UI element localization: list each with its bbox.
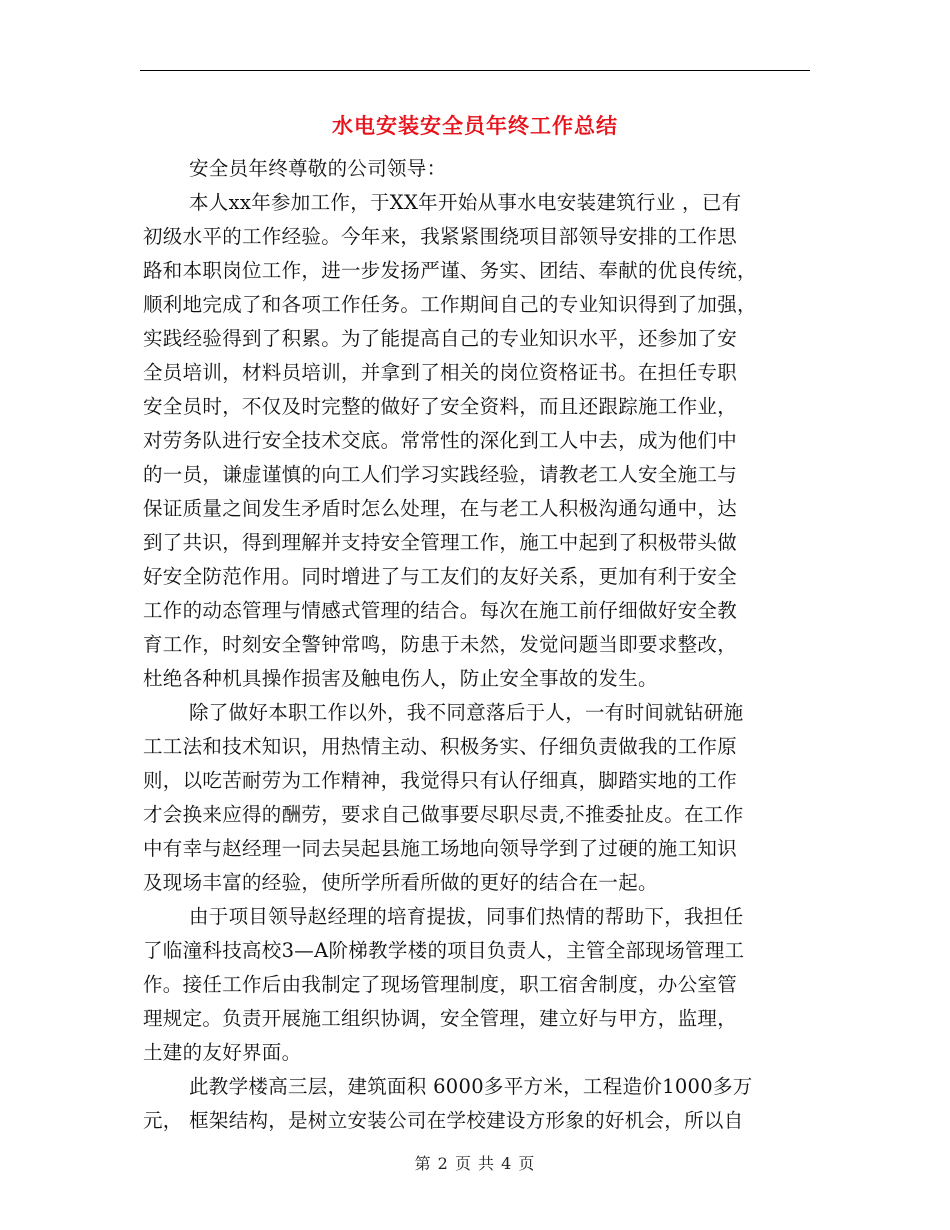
paragraph-line: 安全员时，不仅及时完整的做好了安全资料，而且还跟踪施工作业， — [143, 395, 738, 418]
paragraph-line: 除了做好本职工作以外，我不同意落后于人，一有时间就钻研施 — [189, 701, 744, 724]
paragraph-line: 理规定。负责开展施工组织协调，安全管理，建立好与甲方，监理， — [143, 1007, 738, 1030]
paragraph-line: 初级水平的工作经验。今年来，我紧紧围绕项目部领导安排的工作思 — [143, 225, 738, 248]
document-body — [143, 152, 813, 1138]
paragraph-line: 杜绝各种机具操作损害及触电伤人，防止安全事故的发生。 — [143, 667, 658, 690]
paragraph-line: 保证质量之间发生矛盾时怎么处理，在与老工人积极沟通勾通中，达 — [143, 497, 738, 520]
paragraph-line: 好安全防范作用。同时增进了与工友们的友好关系，更加有利于安全 — [143, 565, 738, 588]
paragraph-line: 元， 框架结构，是树立安装公司在学校建设方形象的好机会，所以自 — [143, 1109, 744, 1132]
paragraph-line: 才会换来应得的酬劳，要求自己做事要尽职尽责,不推委扯皮。在工作 — [143, 803, 744, 826]
paragraph-line: 全员培训，材料员培训，并拿到了相关的岗位资格证书。在担任专职 — [143, 361, 738, 384]
header-rule — [140, 70, 810, 71]
paragraph-line: 工作的动态管理与情感式管理的结合。每次在施工前仔细做好安全教 — [143, 599, 738, 622]
paragraph-line: 作。接任工作后由我制定了现场管理制度，职工宿舍制度，办公室管 — [143, 973, 738, 996]
paragraph-line: 路和本职岗位工作，进一步发扬严谨、务实、团结、奉献的优良传统， — [143, 259, 757, 282]
paragraph-line: 对劳务队进行安全技术交底。常常性的深化到工人中去，成为他们中 — [143, 429, 738, 452]
paragraph-line: 则，以吃苦耐劳为工作精神，我觉得只有认仔细真，脚踏实地的工作 — [143, 769, 738, 792]
paragraph-line: 此教学楼高三层，建筑面积 6000多平方米，工程造价1000多万 — [189, 1075, 753, 1098]
document-title: 水电安装安全员年终工作总结 — [332, 114, 618, 138]
paragraph-line: 及现场丰富的经验，使所学所看所做的更好的结合在一起。 — [143, 871, 658, 894]
paragraph-line: 的一员，谦虚谨慎的向工人们学习实践经验，请教老工人安全施工与 — [143, 463, 738, 486]
paragraph-line: 育工作，时刻安全警钟常鸣，防患于未然，发觉问题当即要求整改， — [143, 633, 738, 656]
paragraph-line: 安全员年终尊敬的公司领导： — [189, 157, 447, 180]
paragraph-line: 工工法和技术知识，用热情主动、积极务实、仔细负责做我的工作原 — [143, 735, 738, 758]
paragraph-line: 了临潼科技高校3—A阶梯教学楼的项目负责人，主管全部现场管理工 — [143, 939, 745, 962]
paragraph-line: 本人xx年参加工作，于XX年开始从事水电安装建筑行业 ，已有 — [189, 191, 742, 214]
paragraph-line: 由于项目领导赵经理的培育提拔，同事们热情的帮助下，我担任 — [189, 905, 744, 928]
page-number-footer: 第 2 页 共 4 页 — [414, 1154, 536, 1173]
paragraph-line: 中有幸与赵经理一同去吴起县施工场地向领导学到了过硬的施工知识 — [143, 837, 738, 860]
paragraph-line: 土建的友好界面。 — [143, 1041, 302, 1064]
paragraph-line: 到了共识，得到理解并支持安全管理工作，施工中起到了积极带头做 — [143, 531, 738, 554]
paragraph-line: 实践经验得到了积累。为了能提高自己的专业知识水平，还参加了安 — [143, 327, 738, 350]
paragraph-line: 顺利地完成了和各项工作任务。工作期间自己的专业知识得到了加强， — [143, 293, 757, 316]
